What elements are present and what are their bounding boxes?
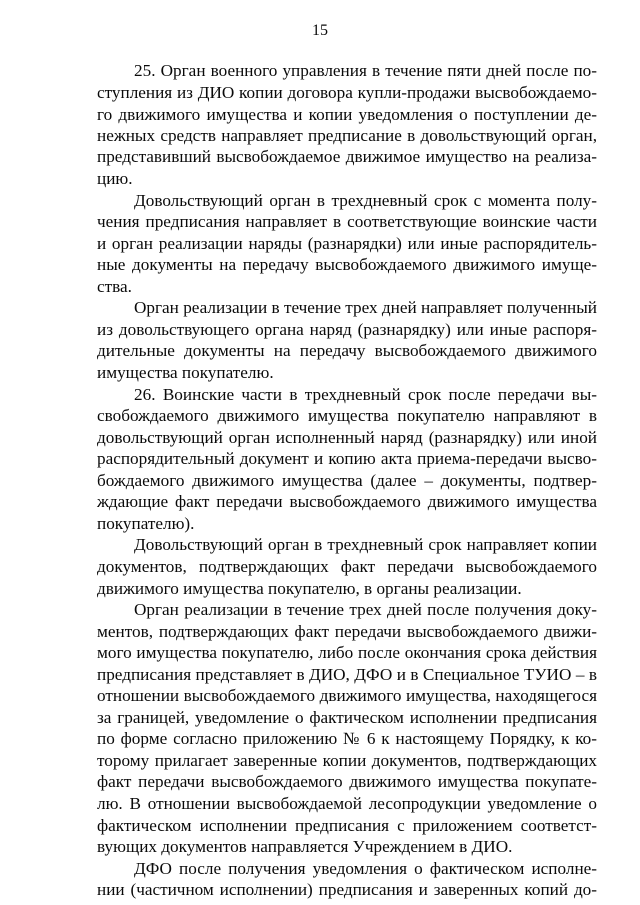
- text-line: факт передачи высвобождаемого движимого имущества покупате-: [97, 772, 597, 791]
- text-line: документов, подтверждающих факт передачи высвобождаемого: [97, 557, 597, 576]
- text-line: цию.: [97, 169, 133, 188]
- text-line: ДФО после получения уведомления о фактическом исполне-: [134, 859, 597, 878]
- text-line: и орган реализации наряды (разнарядки) или иные распорядитель-: [97, 234, 597, 253]
- text-line: ства.: [97, 277, 132, 296]
- text-line: Довольствующий орган в трехдневный срок с момента полу-: [134, 191, 597, 210]
- text-line: фактическом исполнении предписания с приложением соответст-: [97, 816, 597, 835]
- text-line: чения предписания направляет в соответствующие воинские части: [97, 212, 597, 231]
- text-line: из довольствующего органа наряд (разнарядку) или иные распоря-: [97, 320, 597, 339]
- text-line: дительные документы на передачу высвобождаемого движимого: [97, 341, 597, 360]
- text-line: торому прилагает заверенные копии документов, подтверждающих: [97, 751, 597, 770]
- text-line: вующих документов направляется Учреждением в ДИО.: [97, 837, 513, 856]
- text-line: ждающие факт передачи высвобождаемого движимого имущества: [97, 492, 597, 511]
- text-line: распорядительный документ и копию акта приема-передачи высво-: [97, 449, 597, 468]
- text-line: представивший высвобождаемое движимое имущество на реализа-: [97, 147, 597, 166]
- text-line: по форме согласно приложению № 6 к настоящему Порядку, к ко-: [97, 729, 597, 748]
- text-line: мого имущества покупателю, либо после окончания срока действия: [97, 643, 597, 662]
- text-line: Довольствующий орган в трехдневный срок направляет копии: [134, 535, 597, 554]
- page-number: 15: [312, 22, 328, 39]
- text-line: Орган реализации в течение трех дней направляет полученный: [134, 298, 597, 317]
- text-line: имущества покупателю.: [97, 363, 274, 382]
- text-line: ные документы на передачу высвобождаемого движимого имуще-: [97, 255, 597, 274]
- text-line: свобождаемого движимого имущества покупателю направляют в: [97, 406, 597, 425]
- text-line: ступления из ДИО копии договора купли-продажи высвобождаемо-: [97, 83, 597, 102]
- text-line: предписания представляет в ДИО, ДФО и в Специальное ТУИО – в: [97, 665, 597, 684]
- text-line: ментов, подтверждающих факт передачи высвобождаемого движи-: [97, 622, 597, 641]
- text-line: 26. Воинские части в трехдневный срок после передачи вы-: [134, 385, 597, 404]
- text-line: довольствующий орган исполненный наряд (разнарядку) или иной: [97, 428, 597, 447]
- text-line: лю. В отношении высвобождаемой лесопродукции уведомление о: [97, 794, 597, 813]
- text-line: 25. Орган военного управления в течение пяти дней после по-: [134, 61, 597, 80]
- text-line: отношении высвобождаемого движимого имущества, находящегося: [97, 686, 597, 705]
- text-line: Орган реализации в течение трех дней после получения доку-: [134, 600, 597, 619]
- text-line: за границей, уведомление о фактическом исполнении предписания: [97, 708, 597, 727]
- text-line: движимого имущества покупателю, в органы реализации.: [97, 579, 522, 598]
- text-line: го движимого имущества и копии уведомления о поступлении де-: [97, 105, 597, 124]
- text-line: нии (частичном исполнении) предписания и заверенных копий до-: [97, 880, 597, 899]
- text-line: покупателю).: [97, 514, 195, 533]
- text-line: бождаемого движимого имущества (далее – документы, подтвер-: [97, 471, 597, 490]
- text-line: нежных средств направляет предписание в довольствующий орган,: [97, 126, 597, 145]
